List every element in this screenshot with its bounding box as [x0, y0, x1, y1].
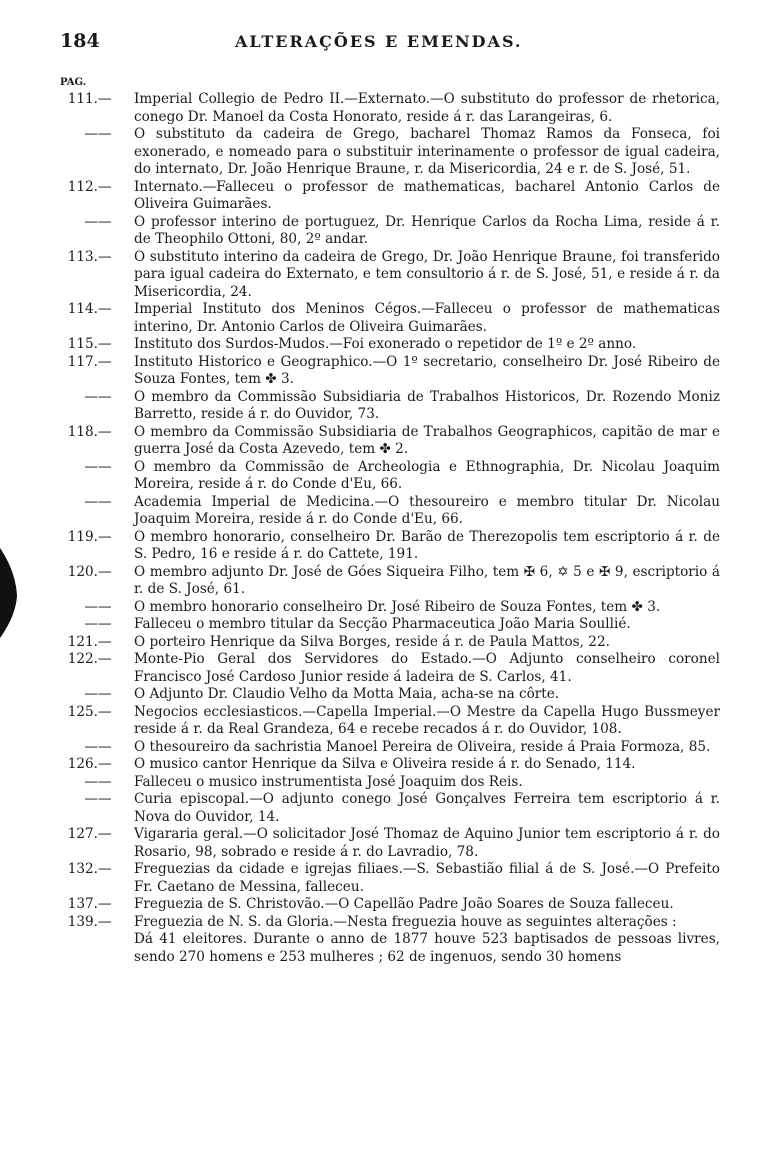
- entry-text: O substituto da cadeira de Grego, bacharel Thomaz Ramos da Fonseca, foi exonerado, e nomeado para o substituir interinamente o professor de igual cadeira, do internato, Dr. João Henrique Braune, r. da Misericordia, 24 e r. de S. José, 51.: [134, 126, 720, 177]
- entry-page-ref: 113.: [67, 248, 98, 265]
- entry-page-ref: —: [84, 791, 98, 807]
- entry-page-ref: —: [84, 388, 98, 405]
- errata-entry: [58, 896, 720, 914]
- entry-dash: —: [98, 826, 112, 842]
- entry-dash: —: [98, 738, 112, 755]
- errata-entry: [58, 616, 720, 634]
- entry-text: Academia Imperial de Medicina.—O thesoureiro e membro titular Dr. Nicolau Joaquim Moreira, reside á r. do Conde d'Eu, 66.: [134, 493, 720, 527]
- errata-entry: [58, 599, 720, 617]
- entry-dash: —: [98, 353, 112, 370]
- entry-dash: —: [98, 458, 112, 475]
- entry-page-ref: 111.: [67, 91, 98, 107]
- entry-dash: —: [98, 633, 112, 650]
- errata-entry: [58, 651, 720, 686]
- entry-text: Freguezias da cidade e igrejas filiaes.—S. Sebastião filial á de S. José.—O Prefeito Fr. Caetano de Messina, falleceu.: [134, 861, 720, 895]
- entry-text: O musico cantor Henrique da Silva e Oliveira reside á r. do Senado, 114.: [134, 756, 636, 772]
- entry-page-ref: 132.: [67, 861, 98, 877]
- entry-text: O professor interino de portuguez, Dr. Henrique Carlos da Rocha Lima, reside á r. de Theophilo Ottoni, 80, 2º andar.: [134, 213, 720, 247]
- errata-entry: [58, 756, 720, 774]
- errata-entry: [58, 301, 720, 336]
- entry-dash: —: [98, 301, 112, 317]
- entry-dash: —: [98, 423, 112, 440]
- errata-entry: [58, 424, 720, 459]
- entry-dash: —: [98, 616, 112, 632]
- entry-dash: —: [98, 248, 112, 265]
- entry-dash: —: [98, 388, 112, 405]
- entry-dash: —: [98, 756, 112, 772]
- entry-page-ref: 115.: [67, 336, 98, 352]
- errata-entry: [58, 739, 720, 757]
- errata-entry: [58, 861, 720, 896]
- entry-dash: —: [98, 598, 112, 615]
- entry-page-ref: 119.: [67, 528, 98, 545]
- entry-text: Falleceu o musico instrumentista José Joaquim dos Reis.: [134, 773, 523, 790]
- entry-page-ref: —: [84, 126, 98, 142]
- errata-entry: [58, 336, 720, 354]
- entry-text: O Adjunto Dr. Claudio Velho da Motta Maia, acha-se na côrte.: [134, 686, 560, 702]
- entry-page-ref: 137.: [67, 896, 98, 912]
- entry-text: Freguezia de S. Christovão.—O Capellão Padre João Soares de Souza falleceu.: [134, 896, 674, 912]
- errata-entry: [58, 91, 720, 126]
- entry-text: O porteiro Henrique da Silva Borges, reside á r. de Paula Mattos, 22.: [134, 633, 610, 650]
- entry-dash: —: [98, 528, 112, 545]
- entry-text: Imperial Collegio de Pedro II.—Externato.—O substituto do professor de rhetorica, conego Dr. Manoel da Costa Honorato, reside á r. das Larangeiras, 6.: [134, 91, 720, 125]
- entry-text: O thesoureiro da sachristia Manoel Pereira de Oliveira, reside á Praia Formoza, 85.: [134, 738, 711, 755]
- entry-page-ref: —: [84, 616, 98, 632]
- errata-entry: [58, 179, 720, 214]
- entry-dash: —: [98, 913, 112, 930]
- entry-dash: —: [98, 213, 112, 230]
- entry-dash: —: [98, 703, 112, 720]
- entry-page-ref: 121.: [67, 633, 98, 650]
- entry-dash: —: [98, 861, 112, 877]
- errata-entry: [58, 459, 720, 494]
- entry-page-ref: —: [84, 213, 98, 230]
- entry-text: Vigararia geral.—O solicitador José Thomaz de Aquino Junior tem escriptorio á r. do Rosario, 98, sobrado e reside á r. do Lavradio, 78.: [134, 826, 720, 860]
- errata-entry: [58, 791, 720, 826]
- entry-dash: —: [98, 178, 112, 195]
- entry-page-ref: 112.: [67, 178, 98, 195]
- entry-dash: —: [98, 791, 112, 807]
- entry-text: O membro da Commissão Subsidiaria de Trabalhos Historicos, Dr. Rozendo Moniz Barretto, reside á r. do Ouvidor, 73.: [134, 388, 720, 422]
- pag-column-label: PAG.: [60, 77, 87, 88]
- errata-entry: [58, 914, 720, 932]
- entry-dash: —: [98, 91, 112, 107]
- errata-entry: [58, 494, 720, 529]
- page-number: 184: [60, 30, 100, 52]
- errata-list: [58, 91, 720, 966]
- entry-page-ref: 120.: [67, 563, 98, 580]
- running-title: ALTERAÇÕES E EMENDAS.: [235, 32, 523, 51]
- entry-text: Freguezia de N. S. da Gloria.—Nesta freguezia houve as seguintes alterações :: [134, 913, 677, 930]
- entry-text: Internato.—Falleceu o professor de mathematicas, bacharel Antonio Carlos de Oliveira Guimarães.: [134, 178, 720, 212]
- page-header: [60, 30, 720, 60]
- entry-text: Monte-Pio Geral dos Servidores do Estado.—O Adjunto conselheiro coronel Francisco José Cardoso Junior reside á ladeira de S. Carlos, 41.: [134, 651, 720, 685]
- errata-entry: [58, 354, 720, 389]
- entry-page-ref: 126.: [67, 756, 98, 772]
- entry-dash: —: [98, 563, 112, 580]
- entry-dash: —: [98, 651, 112, 667]
- entry-page-ref: —: [84, 493, 98, 510]
- entry-text: Instituto dos Surdos-Mudos.—Foi exonerado o repetidor de 1º e 2º anno.: [134, 336, 637, 352]
- errata-entry: [58, 774, 720, 792]
- entry-page-ref: 125.: [67, 703, 98, 720]
- page-edge-mark: [0, 548, 20, 638]
- errata-entry: [58, 389, 720, 424]
- errata-entry: [58, 704, 720, 739]
- errata-entry: [58, 564, 720, 599]
- entry-text: Curia episcopal.—O adjunto conego José Gonçalves Ferreira tem escriptorio á r. Nova do Ouvidor, 14.: [134, 791, 720, 825]
- entry-text: Falleceu o membro titular da Secção Pharmaceutica João Maria Soullié.: [134, 616, 631, 632]
- entry-page-ref: —: [84, 598, 98, 615]
- entry-page-ref: 122.: [67, 651, 98, 667]
- entry-text: O membro honorario, conselheiro Dr. Barão de Therezopolis tem escriptorio á r. de S. Pedro, 16 e reside á r. do Cattete, 191.: [134, 528, 720, 562]
- entry-page-ref: 117.: [67, 353, 98, 370]
- errata-entry: [58, 529, 720, 564]
- errata-entry: [58, 634, 720, 652]
- entry-dash: —: [98, 336, 112, 352]
- entry-text: Negocios ecclesiasticos.—Capella Imperial.—O Mestre da Capella Hugo Bussmeyer reside á r. da Real Grandeza, 64 e recebe recados á r. do Ouvidor, 108.: [134, 703, 720, 737]
- entry-dash: —: [98, 686, 112, 702]
- closing-paragraph: Dá 41 eleitores. Durante o anno de 1877 houve 523 baptisados de pessoas livres, sendo 270 homens e 253 mulheres ; 62 de ingenuos, sendo 30 homens: [134, 931, 720, 965]
- entry-text: O membro da Commissão Subsidiaria de Trabalhos Geographicos, capitão de mar e guerra José da Costa Azevedo, tem ✤ 2.: [134, 423, 720, 457]
- entry-text: O membro adjunto Dr. José de Góes Siqueira Filho, tem ✠ 6, ✡ 5 e ✠ 9, escriptorio á r. de S. José, 61.: [134, 563, 720, 597]
- entry-dash: —: [98, 896, 112, 912]
- entry-page-ref: —: [84, 738, 98, 755]
- entry-page-ref: 114.: [67, 301, 98, 317]
- entry-dash: —: [98, 773, 112, 790]
- errata-entry: [58, 826, 720, 861]
- entry-page-ref: 139.: [67, 913, 98, 930]
- errata-entry: [58, 126, 720, 179]
- entry-dash: —: [98, 126, 112, 142]
- entry-page-ref: 127.: [67, 826, 98, 842]
- entry-text: Imperial Instituto dos Meninos Cégos.—Falleceu o professor de mathematicas interino, Dr. Antonio Carlos de Oliveira Guimarães.: [134, 301, 720, 335]
- entry-text: O membro da Commissão de Archeologia e Ethnographia, Dr. Nicolau Joaquim Moreira, reside á r. do Conde d'Eu, 66.: [134, 458, 720, 492]
- entry-page-ref: 118.: [67, 423, 98, 440]
- entry-page-ref: —: [84, 773, 98, 790]
- errata-entry: [58, 214, 720, 249]
- entry-text: O membro honorario conselheiro Dr. José Ribeiro de Souza Fontes, tem ✤ 3.: [134, 598, 661, 615]
- errata-entry: [58, 686, 720, 704]
- entry-page-ref: —: [84, 686, 98, 702]
- entry-text: Instituto Historico e Geographico.—O 1º secretario, conselheiro Dr. José Ribeiro de Souza Fontes, tem ✤ 3.: [134, 353, 720, 387]
- entry-dash: —: [98, 493, 112, 510]
- entry-page-ref: —: [84, 458, 98, 475]
- errata-entry: [58, 249, 720, 302]
- entry-text: O substituto interino da cadeira de Grego, Dr. João Henrique Braune, foi transferido para igual cadeira do Externato, e tem consultorio á r. de S. José, 51, e reside á r. da Misericordia, 24.: [134, 248, 720, 300]
